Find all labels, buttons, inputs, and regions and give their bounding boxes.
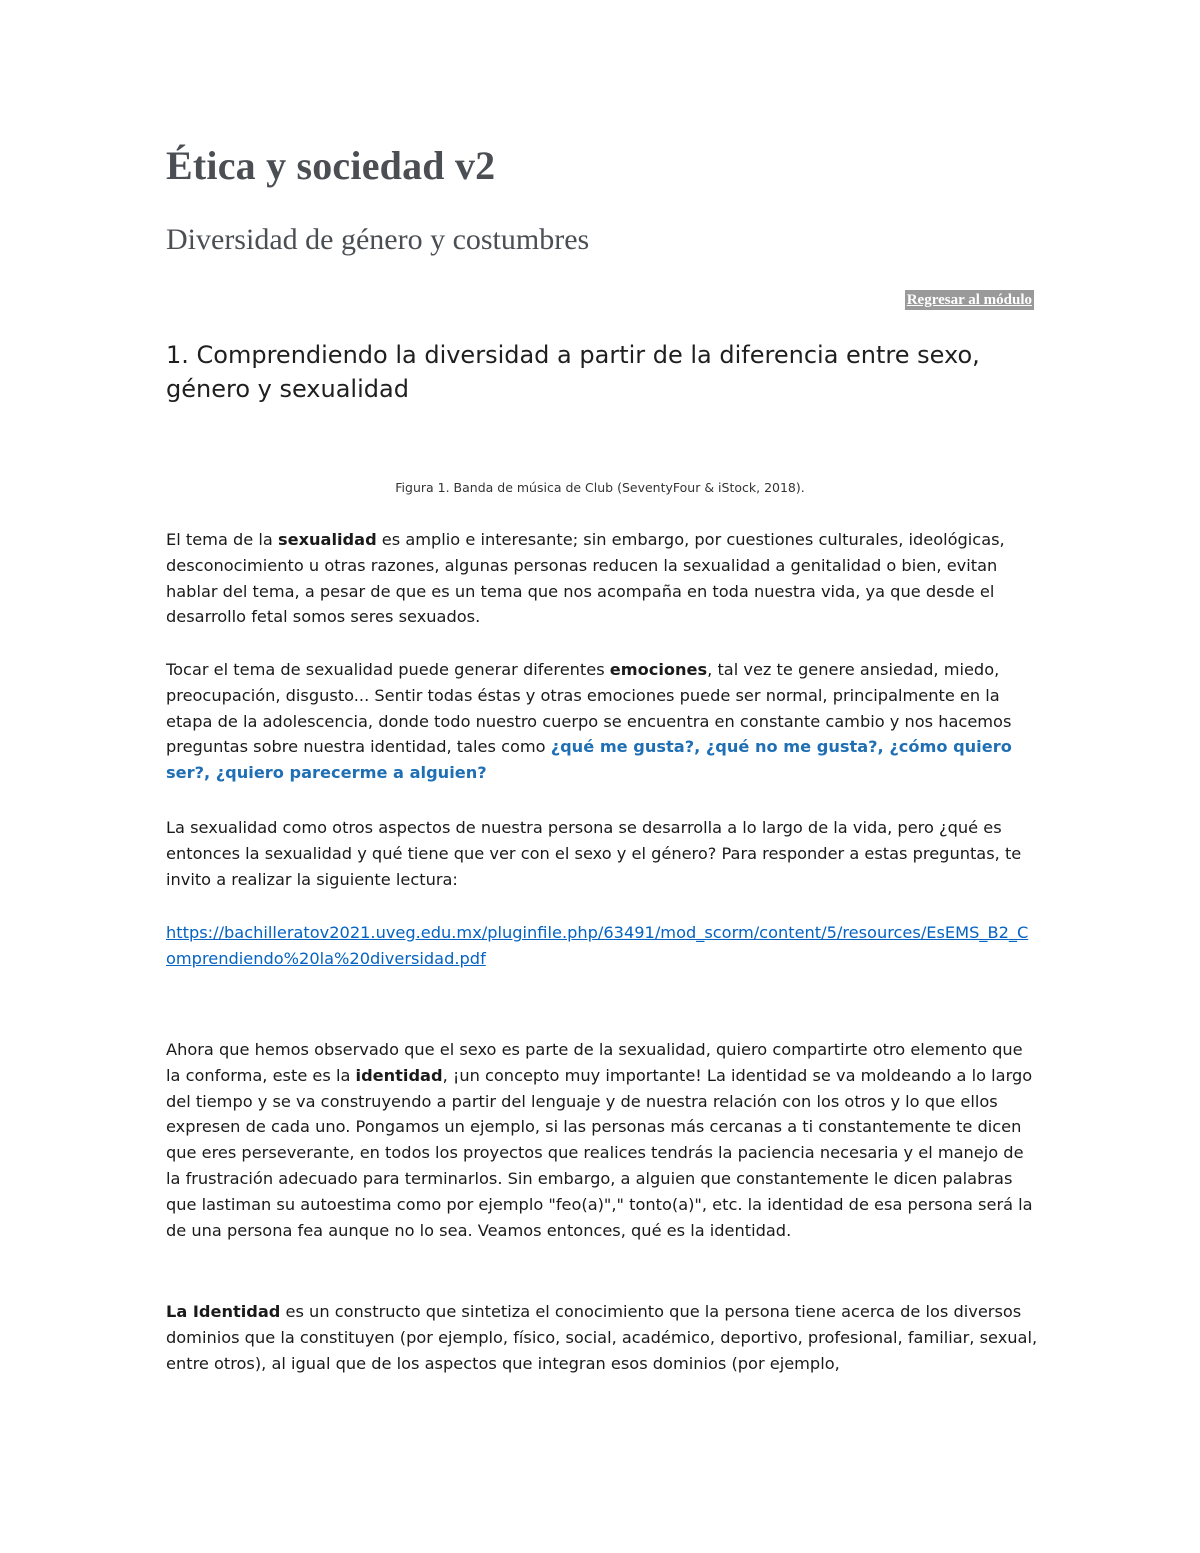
document-title: Ética y sociedad v2 [166,143,496,188]
figure-caption: Figura 1. Banda de música de Club (SeventyFour & iStock, 2018). [395,480,805,495]
paragraph-url [166,920,1038,972]
keyword-emociones: emociones [609,660,708,679]
keyword-sexualidad: sexualidad [277,530,377,549]
paragraph-text: es un constructo que sintetiza el conocimiento que la persona tiene acerca de los diversos dominios que la constituyen (por ejemplo, físico, social, académico, deportivo, profesional, familiar, sexual, entre otros), al igual que de los aspectos que integran esos dominios (por ejemplo, [166,1302,1038,1373]
paragraph-text: Ahora que hemos observado que el sexo es parte de la sexualidad, quiero compartirte otro elemento que la conforma, este es la [166,1040,1023,1085]
keyword-la-identidad: La Identidad [166,1302,281,1321]
paragraph-identidad [166,1037,1038,1243]
document-subtitle: Diversidad de género y costumbres [166,223,590,256]
identity-questions: ¿qué me gusta?, ¿qué no me gusta?, ¿cómo quiero ser?, ¿quiero parecerme a alguien? [166,737,1012,783]
paragraph-text: , ¡un concepto muy importante! La identidad se va moldeando a lo largo del tiempo y se va construyendo a partir del lenguaje y de nuestra relación con los otros y lo que ellos expresen de cada uno. Pongamos un ejemplo, si las personas más cercanas a ti constantemente te dicen que eres perseverante, en todos los proyectos que realices tendrás la paciencia necesaria y el manejo de la frustración adecuado para terminarlos. Sin embargo, a alguien que constantemente le dicen palabras que lastiman su autoestima como por ejemplo "feo(a)"," tonto(a)", etc. la identidad de esa persona será la de una persona fea aunque no lo sea. Veamos entonces, qué es la identidad. [166,1065,1033,1240]
paragraph-text: El tema de la [166,530,278,549]
paragraph-sexualidad [166,527,1038,630]
paragraph-emociones [166,657,1038,786]
paragraph-definicion-identidad [166,1299,1038,1376]
paragraph-text: Tocar el tema de sexualidad puede generar diferentes [166,660,610,679]
section-heading: 1. Comprendiendo la diversidad a partir de la diferencia entre sexo, género y sexualidad [166,341,980,403]
back-to-module-link[interactable]: Regresar al módulo [906,292,1032,308]
paragraph-text: , tal vez te genere ansiedad, miedo, preocupación, disgusto... Sentir todas éstas y otras emociones puede ser normal, principalmente en la etapa de la adolescencia, donde todo nuestro cuerpo se encuentra en constante cambio y nos hacemos preguntas sobre nuestra identidad, tales como [166,660,1012,757]
paragraph-text: es amplio e interesante; sin embargo, por cuestiones culturales, ideológicas, desconocimiento u otras razones, algunas personas reducen la sexualidad a genitalidad o bien, evitan hablar del tema, a pesar de que es un tema que nos acompaña en toda nuestra vida, ya que desde el desarrollo fetal somos seres sexuados. [166,530,1005,627]
paragraph-lectura: La sexualidad como otros aspectos de nuestra persona se desarrolla a lo largo de la vida, pero ¿qué es entonces la sexualidad y qué tiene que ver con el sexo y el género? Para responder a estas preguntas, te invito a realizar la siguiente lectura: [166,818,1022,889]
keyword-identidad: identidad [355,1065,443,1085]
reading-url-link[interactable]: https://bachilleratov2021.uveg.edu.mx/pluginfile.php/63491/mod_scorm/content/5/resources/EsEMS_B2_Comprendiendo%20la%20diversidad.pdf [166,923,1029,968]
